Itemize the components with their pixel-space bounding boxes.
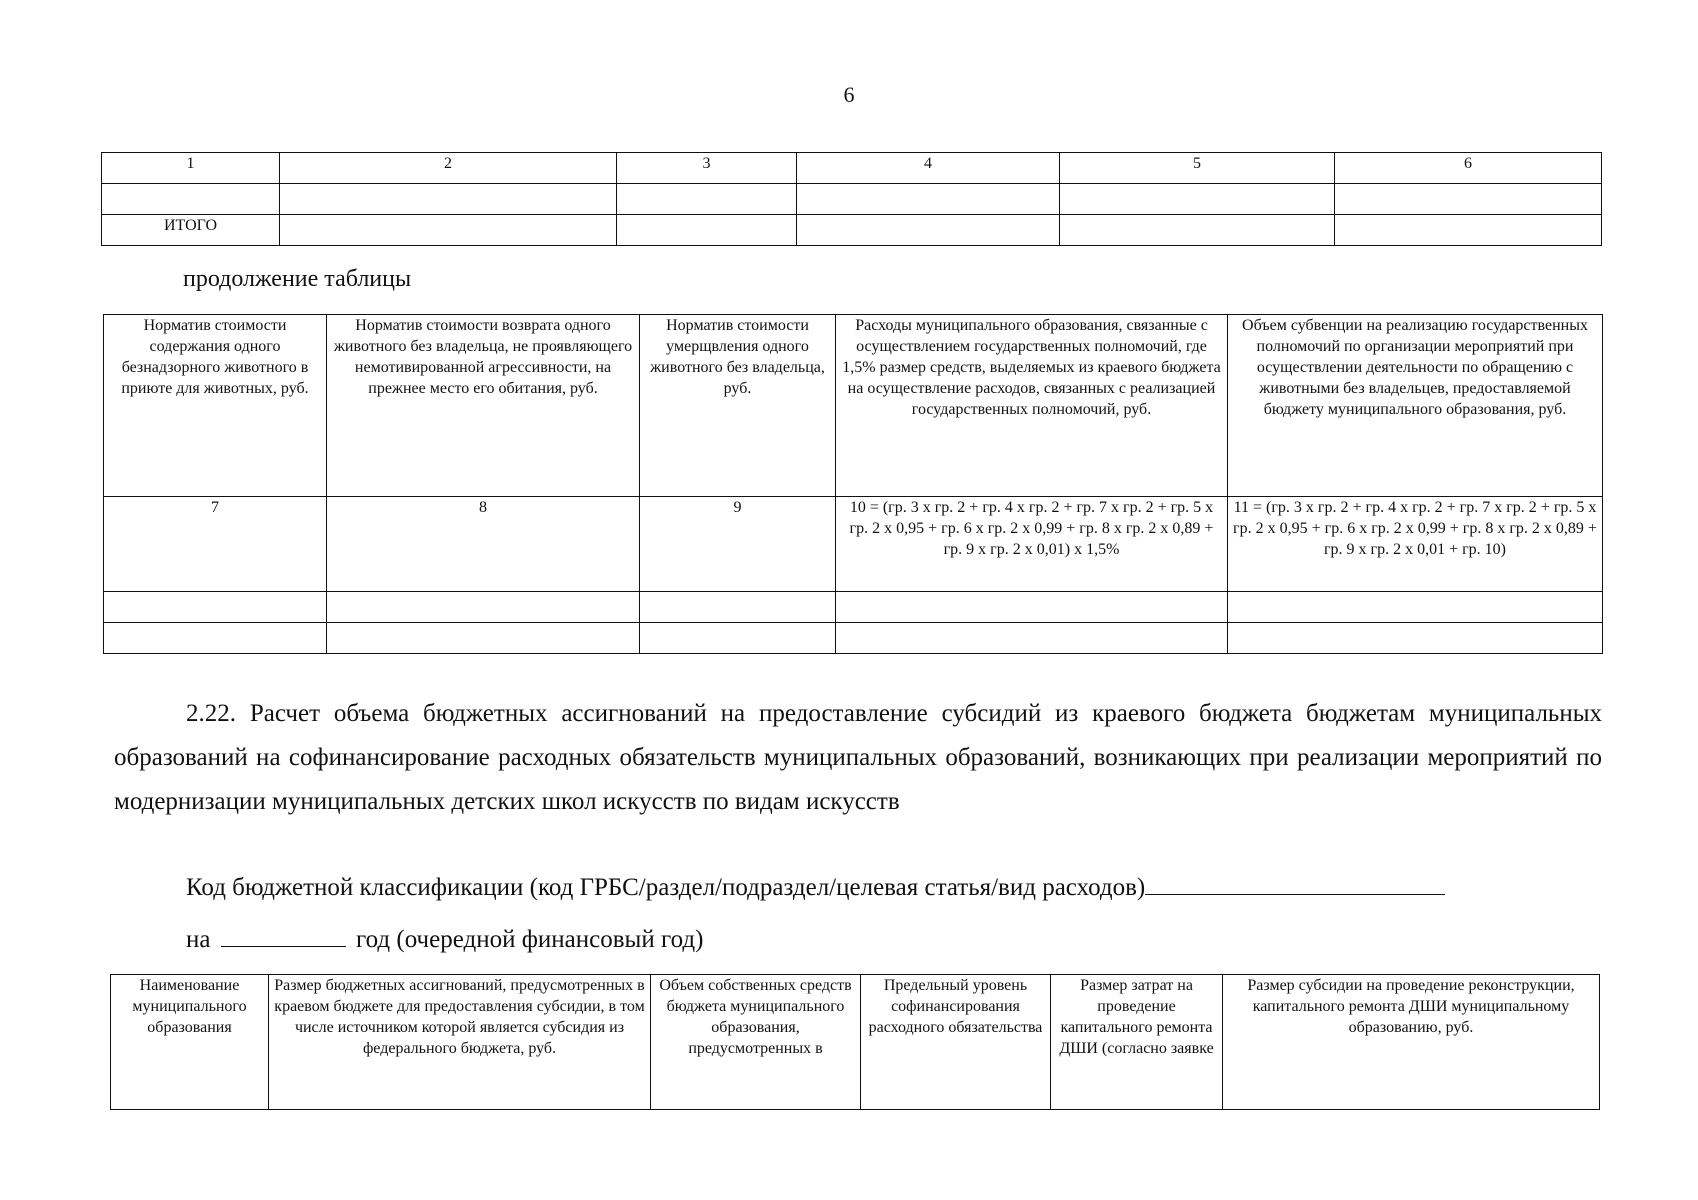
table-row	[104, 592, 1603, 623]
header-cell: Норматив стоимости возврата одного животного без владельца, не проявляющего немотивированной агрессивности, на прежнее место его обитания, руб.	[327, 315, 640, 497]
table-cell	[327, 592, 640, 623]
formula-cell: 10 = (гр. 3 х гр. 2 + гр. 4 х гр. 2 + гр. 7 х гр. 2 + гр. 5 х гр. 2 х 0,95 + гр. 6 х гр. 2 х 0,99 + гр. 8 х гр. 2 х 0,89 + гр. 9 х гр. 2 х 0,01) х 1,5%	[836, 497, 1228, 592]
table-cell	[1228, 592, 1603, 623]
column-number-cell: 1	[102, 153, 280, 184]
table-cell	[797, 215, 1060, 246]
financial-year-line	[186, 918, 703, 962]
table-cell	[104, 592, 327, 623]
table-cell	[1335, 184, 1602, 215]
table-row	[104, 623, 1603, 654]
page-number: 6	[843, 82, 855, 107]
year-prefix: на	[186, 926, 211, 953]
column-number-cell: 5	[1060, 153, 1335, 184]
table-cell	[1060, 184, 1335, 215]
budget-classification-blank	[1145, 866, 1445, 895]
header-cell: Предельный уровень софинансирования расходного обязательства	[861, 975, 1051, 1110]
table-cell	[797, 184, 1060, 215]
column-number-cell: 3	[617, 153, 797, 184]
table-continuation-label: продолжение таблицы	[183, 266, 412, 292]
budget-classification-label: Код бюджетной классификации (код ГРБС/раздел/подраздел/целевая статья/вид расходов)	[186, 874, 1146, 901]
header-cell: Норматив стоимости умерщвления одного животного без владельца, руб.	[640, 315, 836, 497]
subsidy-table	[110, 974, 1600, 1110]
column-number-row	[104, 497, 1603, 592]
budget-classification-line	[186, 866, 1606, 910]
year-suffix: год (очередной финансовый год)	[355, 926, 704, 953]
table-cell	[1228, 623, 1603, 654]
table-cell	[102, 184, 280, 215]
total-row	[102, 215, 1602, 246]
formula-cell: 11 = (гр. 3 х гр. 2 + гр. 4 х гр. 2 + гр. 7 х гр. 2 + гр. 5 х гр. 2 х 0,95 + гр. 6 х гр. 2 х 0,99 + гр. 8 х гр. 2 х 0,89 + гр. 9 х гр. 2 х 0,01 + гр. 10)	[1228, 497, 1603, 592]
column-number-cell: 8	[327, 497, 640, 592]
table-row	[102, 184, 1602, 215]
column-number-cell: 2	[280, 153, 617, 184]
table-cell	[1060, 215, 1335, 246]
table-continuation	[103, 314, 1603, 654]
header-cell: Наименование муниципального образования	[111, 975, 269, 1110]
header-cell: Размер затрат на проведение капитального ремонта ДШИ (согласно заявке	[1051, 975, 1223, 1110]
column-number-cell: 9	[640, 497, 836, 592]
table-header-row	[102, 153, 1602, 184]
table-previous-end	[101, 152, 1602, 246]
table-cell	[640, 623, 836, 654]
table-cell	[104, 623, 327, 654]
column-number-cell: 7	[104, 497, 327, 592]
total-label: ИТОГО	[102, 215, 280, 246]
header-cell: Размер бюджетных ассигнований, предусмотренных в краевом бюджете для предоставления субсидии, в том числе источником которой является субсидия из федерального бюджета, руб.	[269, 975, 651, 1110]
table-cell	[327, 623, 640, 654]
table-cell	[1335, 215, 1602, 246]
table-cell	[617, 215, 797, 246]
table-cell	[280, 184, 617, 215]
header-cell: Норматив стоимости содержания одного безнадзорного животного в приюте для животных, руб.	[104, 315, 327, 497]
table-cell	[617, 184, 797, 215]
header-cell: Размер субсидии на проведение реконструкции, капитального ремонта ДШИ муниципальному образованию, руб.	[1223, 975, 1600, 1110]
table-header-row	[104, 315, 1603, 497]
header-cell: Объем собственных средств бюджета муниципального образования, предусмотренных в	[651, 975, 861, 1110]
table-cell	[640, 592, 836, 623]
header-cell: Расходы муниципального образования, связанные с осуществлением государственных полномочий, где 1,5% размер средств, выделяемых из краевого бюджета на осуществление расходов, связанных с реализацией государственных полномочий, руб.	[836, 315, 1228, 497]
header-cell: Объем субвенции на реализацию государственных полномочий по организации мероприятий при осуществлении деятельности по обращению с животными без владельцев, предоставляемой бюджету муниципального образования, руб.	[1228, 315, 1603, 497]
table-cell	[836, 623, 1228, 654]
table-cell	[280, 215, 617, 246]
table-cell	[836, 592, 1228, 623]
year-blank	[221, 918, 346, 947]
column-number-cell: 6	[1335, 153, 1602, 184]
column-number-cell: 4	[797, 153, 1060, 184]
section-paragraph: 2.22. Расчет объема бюджетных ассигнований на предоставление субсидий из краевого бюджета бюджетам муниципальных образований на софинансирование расходных обязательств муниципальных образований, возникающих при реализации мероприятий по модернизации муниципальных детских школ искусств по видам искусств	[114, 700, 1602, 815]
table-header-row	[111, 975, 1600, 1110]
